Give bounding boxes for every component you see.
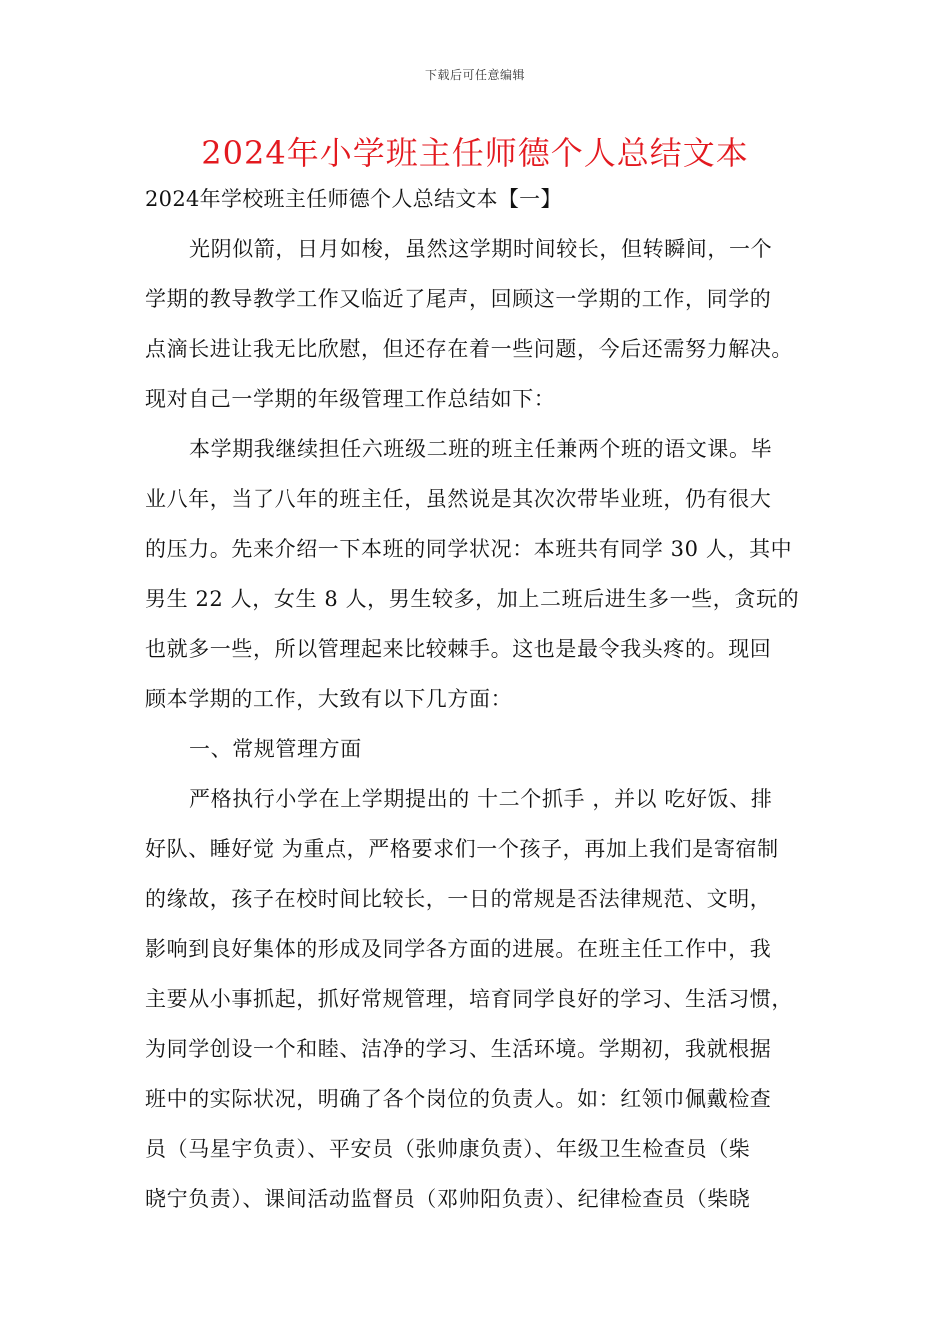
paragraph-line: 晓宁负责）、课间活动监督员（邓帅阳负责）、纪律检查员（柴晓 [145,1187,751,1211]
paragraph-line: 的压力。先来介绍一下本班的同学状况：本班共有同学 30 人，其中 [145,537,793,561]
paragraph-line: 男生 22 人，女生 8 人，男生较多，加上二班后进生多一些，贪玩的 [145,587,800,611]
paragraph-line: 点滴长进让我无比欣慰，但还存在着一些问题，今后还需努力解决。 [145,337,793,361]
page-header-note: 下载后可任意编辑 [424,68,525,82]
paragraph-line: 业八年，当了八年的班主任，虽然说是其次次带毕业班，仍有很大 [145,487,772,511]
paragraph-line: 本学期我继续担任六班级二班的班主任兼两个班的语文课。毕 [189,437,773,461]
paragraph-line: 班中的实际状况，明确了各个岗位的负责人。如：红领巾佩戴检查 [145,1087,772,1111]
paragraph-line: 现对自己一学期的年级管理工作总结如下： [145,387,556,411]
paragraph-line: 主要从小事抓起，抓好常规管理，培育同学良好的学习、生活习惯， [145,987,793,1011]
paragraph-line: 好队、睡好觉 为重点，严格要求们一个孩子，再加上我们是寄宿制 [145,837,779,861]
document-title: 2024年小学班主任师德个人总结文本 [201,134,749,172]
paragraph-line: 严格执行小学在上学期提出的 十二个抓手 ，并以 吃好饭、排 [189,787,773,811]
paragraph-line: 也就多一些，所以管理起来比较棘手。这也是最令我头疼的。现回 [145,637,772,661]
paragraph-line: 员（马星宇负责）、平安员（张帅康负责）、年级卫生检查员（柴 [145,1137,751,1161]
paragraph-line: 顾本学期的工作，大致有以下几方面： [145,687,513,711]
document-body [145,180,825,1230]
paragraph-line: 光阴似箭，日月如梭，虽然这学期时间较长，但转瞬间，一个 [189,237,773,261]
paragraph-line: 学期的教导教学工作又临近了尾声，回顾这一学期的工作，同学的 [145,287,772,311]
paragraph-line: 的缘故，孩子在校时间比较长，一日的常规是否法律规范、文明， [145,887,772,911]
paragraph-line: 为同学创设一个和睦、洁净的学习、生活环境。学期初，我就根据 [145,1037,772,1061]
section-heading: 一、常规管理方面 [189,737,362,761]
paragraph-line: 影响到良好集体的形成及同学各方面的进展。在班主任工作中，我 [145,937,772,961]
document-subtitle: 2024年学校班主任师德个人总结文本【一】 [145,187,562,211]
